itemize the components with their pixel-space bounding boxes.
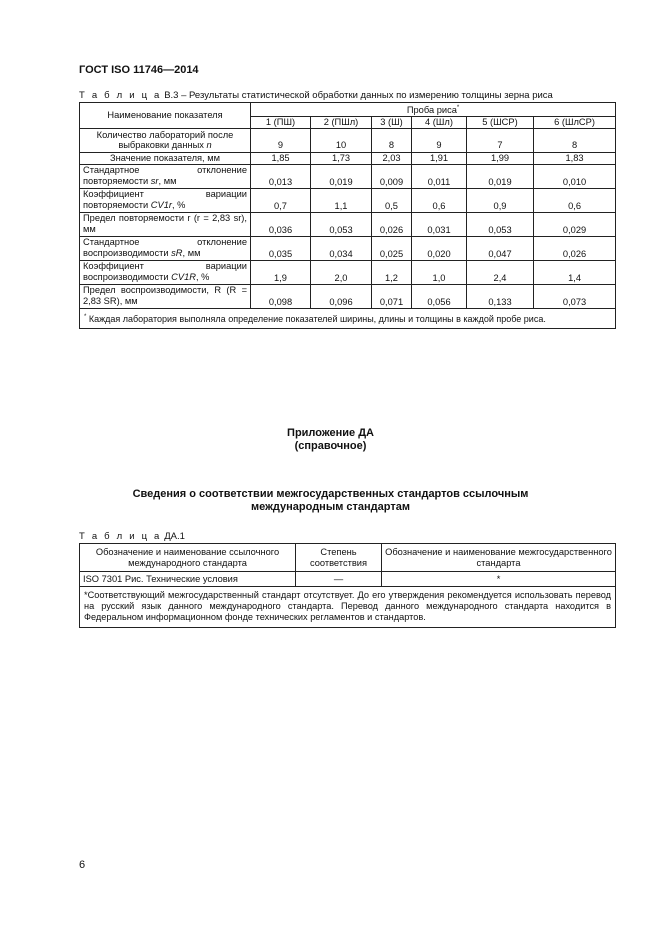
- cell-value: 1,4: [534, 261, 616, 285]
- row-label-reproducibility-sd: [80, 237, 251, 261]
- cell-value: 0,053: [467, 213, 534, 237]
- cell-value: 0,073: [534, 285, 616, 309]
- page-number: 6: [79, 859, 86, 871]
- table1-footnote-text: Каждая лаборатория выполняла определение показателей ширины, длины и толщины в каждой пробе риса.: [86, 314, 546, 325]
- cell-value: 0,6: [534, 189, 616, 213]
- table-row: [80, 128, 616, 152]
- row-label-lab-count: [80, 128, 251, 152]
- table2-caption-prefix: Т а б л и ц а: [79, 531, 162, 542]
- cell-value: 0,6: [412, 189, 467, 213]
- cell-value: 0,071: [372, 285, 412, 309]
- table2-footnote-row: [80, 587, 616, 628]
- column-header-conformity-degree: Степень соответствия: [296, 544, 382, 572]
- table1-caption-number: В.3: [164, 90, 179, 101]
- column-header-sample: [251, 103, 616, 117]
- cell-reference-standard: ISO 7301 Рис. Технические условия: [80, 572, 296, 587]
- row-label-reproducibility-cv-unit: , %: [195, 271, 210, 282]
- cell-value: 0,019: [467, 165, 534, 189]
- cell-value: 0,010: [534, 165, 616, 189]
- sample-header-2: 2 (ПШл): [311, 116, 372, 128]
- cell-value: 0,011: [412, 165, 467, 189]
- cell-value: 0,019: [311, 165, 372, 189]
- cell-value: 1,0: [412, 261, 467, 285]
- row-label-repeatability-sd: [80, 165, 251, 189]
- table-row: [80, 152, 616, 165]
- cell-value: 10: [311, 128, 372, 152]
- table1-caption: [79, 90, 553, 101]
- sample-header-1: 1 (ПШ): [251, 116, 311, 128]
- cell-conformity-degree: —: [296, 572, 382, 587]
- cell-value: 0,029: [534, 213, 616, 237]
- table2-caption: [79, 531, 185, 542]
- table1-caption-text: – Результаты статистической обработки данных по измерению толщины зерна риса: [178, 90, 553, 101]
- section-title-line2: международным стандартам: [251, 501, 410, 513]
- cell-value: 2,0: [311, 261, 372, 285]
- row-label-lab-count-text: Количество лабораторий после выбраковки данных: [96, 129, 234, 151]
- table-row: [80, 237, 616, 261]
- row-label-reproducibility-limit: Предел воспроизводимости, R (R = 2,83 SR), мм: [80, 285, 251, 309]
- cell-value: 7: [467, 128, 534, 152]
- table-row: [80, 165, 616, 189]
- statistics-table: [79, 102, 616, 329]
- section-title: [0, 488, 661, 514]
- cell-value: 0,7: [251, 189, 311, 213]
- sample-header-mark: *: [456, 105, 460, 111]
- cell-value: 9: [251, 128, 311, 152]
- cell-value: 1,83: [534, 152, 616, 165]
- table-row: [80, 213, 616, 237]
- row-label-reproducibility-cv-symbol: CV1R: [171, 271, 196, 282]
- cell-value: 1,85: [251, 152, 311, 165]
- table1-footnote-row: [80, 309, 616, 329]
- row-label-reproducibility-sd-unit: , мм: [182, 247, 201, 258]
- cell-interstate-standard: *: [382, 572, 616, 587]
- row-label-reproducibility-cv-text: Коэффициент вариации воспроизводимости: [83, 261, 247, 282]
- table1-footnote: [80, 309, 616, 329]
- table1-footnote-mark: *: [84, 314, 87, 321]
- row-label-repeatability-sd-symbol: sr: [150, 175, 159, 186]
- cell-value: 0,009: [372, 165, 412, 189]
- section-title-line1: Сведения о соответствии межгосударственных стандартов ссылочным: [132, 488, 529, 500]
- cell-value: 2,4: [467, 261, 534, 285]
- row-label-lab-count-symbol: n: [206, 140, 212, 151]
- table-row: [80, 261, 616, 285]
- cell-value: 0,026: [534, 237, 616, 261]
- cell-value: 8: [372, 128, 412, 152]
- cell-value: 2,03: [372, 152, 412, 165]
- table-row: [80, 572, 616, 587]
- cell-value: 0,020: [412, 237, 467, 261]
- row-label-repeatability-cv-text: Коэффициент вариации повторяемости: [83, 189, 247, 210]
- cell-value: 0,096: [311, 285, 372, 309]
- standards-correspondence-table: [79, 543, 616, 628]
- cell-value: 0,5: [372, 189, 412, 213]
- row-label-repeatability-cv-symbol: CV1r: [150, 199, 172, 210]
- document-header: ГОСТ ISO 11746—2014: [79, 64, 199, 76]
- cell-value: 9: [412, 128, 467, 152]
- appendix-title: Приложение ДА: [287, 427, 374, 439]
- sample-header-5: 5 (ШСР): [467, 116, 534, 128]
- cell-value: 0,031: [412, 213, 467, 237]
- cell-value: 0,013: [251, 165, 311, 189]
- table2-header-row: [80, 544, 616, 572]
- row-label-repeatability-cv: [80, 189, 251, 213]
- cell-value: 0,053: [311, 213, 372, 237]
- table2-caption-number: ДА.1: [164, 531, 185, 542]
- table2-footnote: *Соответствующий межгосударственный стандарт отсутствует. До его утверждения рекомендуется использовать перевод на русский язык данного международного стандарта. Перевод данного международного стандарта находится в Федеральном информационном фонде технических регламентов и стандартов.: [80, 587, 616, 628]
- sample-header-6: 6 (ШлСР): [534, 116, 616, 128]
- column-header-indicator: Наименование показателя: [80, 103, 251, 129]
- table-row: [80, 189, 616, 213]
- column-header-interstate-standard: Обозначение и наименование межгосударственного стандарта: [382, 544, 616, 572]
- row-label-reproducibility-sd-text: Стандартное отклонение воспроизводимости: [83, 237, 247, 258]
- cell-value: 1,9: [251, 261, 311, 285]
- cell-value: 0,036: [251, 213, 311, 237]
- cell-value: 0,025: [372, 237, 412, 261]
- table-row: [80, 285, 616, 309]
- row-label-repeatability-sd-unit: , мм: [158, 175, 177, 186]
- cell-value: 0,026: [372, 213, 412, 237]
- cell-value: 0,047: [467, 237, 534, 261]
- sample-header-3: 3 (Ш): [372, 116, 412, 128]
- row-label-repeatability-cv-unit: , %: [171, 199, 186, 210]
- cell-value: 0,056: [412, 285, 467, 309]
- cell-value: 1,73: [311, 152, 372, 165]
- table1-caption-prefix: Т а б л и ц а: [79, 90, 162, 101]
- row-label-repeatability-limit: Предел повторяемости r (r = 2,83 sr), мм: [80, 213, 251, 237]
- appendix-subtitle: (справочное): [294, 440, 367, 452]
- row-label-reproducibility-cv: [80, 261, 251, 285]
- row-label-repeatability-sd-text: Стандартное отклонение повторяемости: [83, 165, 247, 186]
- cell-value: 0,098: [251, 285, 311, 309]
- column-header-reference-standard: Обозначение и наименование ссылочного международного стандарта: [80, 544, 296, 572]
- sample-header-4: 4 (Шл): [412, 116, 467, 128]
- cell-value: 0,9: [467, 189, 534, 213]
- row-label-value: Значение показателя, мм: [80, 152, 251, 165]
- cell-value: 1,1: [311, 189, 372, 213]
- cell-value: 1,2: [372, 261, 412, 285]
- row-label-reproducibility-sd-symbol: sR: [171, 247, 183, 258]
- sample-header-text: Проба риса: [406, 105, 457, 116]
- cell-value: 1,99: [467, 152, 534, 165]
- cell-value: 0,133: [467, 285, 534, 309]
- cell-value: 0,035: [251, 237, 311, 261]
- cell-value: 8: [534, 128, 616, 152]
- cell-value: 0,034: [311, 237, 372, 261]
- cell-value: 1,91: [412, 152, 467, 165]
